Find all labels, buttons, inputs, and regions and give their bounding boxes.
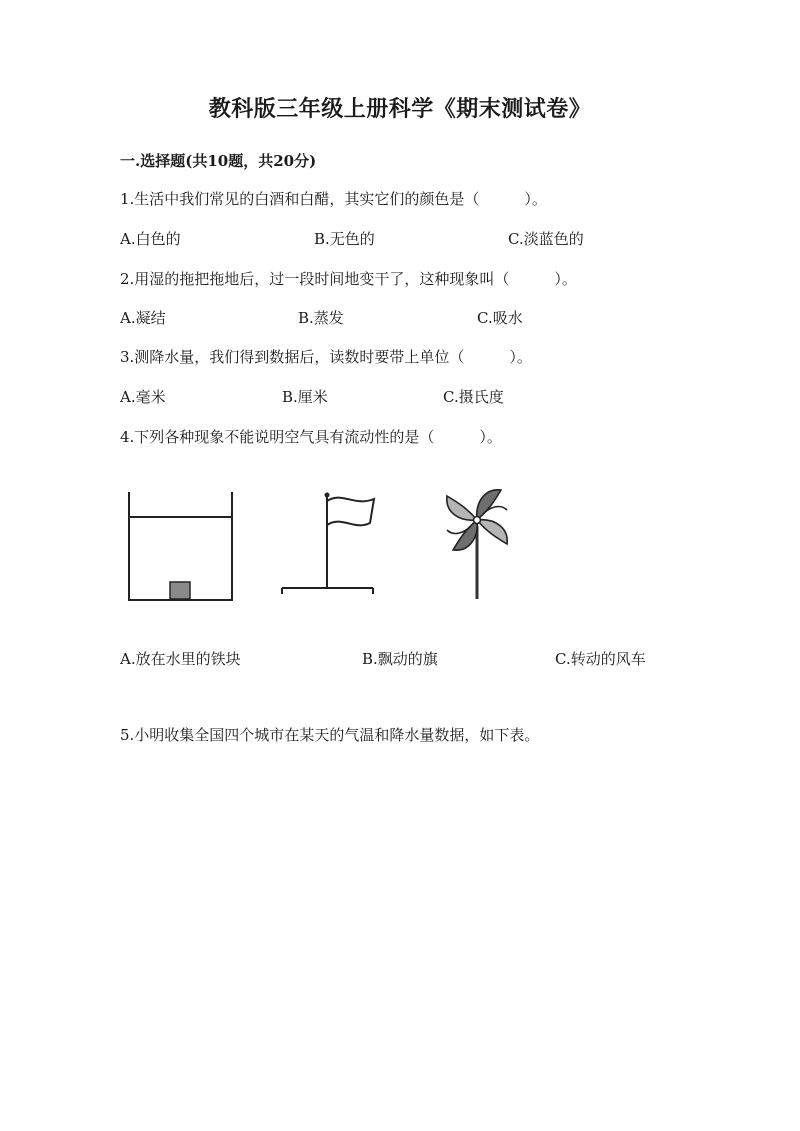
question-1: 1.生活中我们常见的白酒和白醋，其实它们的颜色是（ ）。 xyxy=(120,190,547,208)
q2-option-a[interactable]: A.凝结 xyxy=(120,309,166,327)
question-5: 5.小明收集全国四个城市在某天的气温和降水量数据，如下表。 xyxy=(120,726,540,744)
iron-block-icon xyxy=(170,582,190,599)
q3-option-b[interactable]: B.厘米 xyxy=(282,388,328,406)
q1-option-b[interactable]: B.无色的 xyxy=(314,230,375,248)
q4-option-b[interactable]: B.飘动的旗 xyxy=(362,650,438,668)
q2-option-c[interactable]: C.吸水 xyxy=(477,309,523,327)
flag-icon xyxy=(327,498,374,526)
q4-option-a[interactable]: A.放在水里的铁块 xyxy=(120,650,241,668)
q2-option-b[interactable]: B.蒸发 xyxy=(298,309,344,327)
question-4: 4.下列各种现象不能说明空气具有流动性的是（ ）。 xyxy=(120,428,502,446)
q4-option-c[interactable]: C.转动的风车 xyxy=(555,650,646,668)
water-tank-iron-block-figure xyxy=(124,490,236,604)
waving-flag-figure xyxy=(280,487,376,597)
page-title: 教科版三年级上册科学《期末测试卷》 xyxy=(208,96,592,122)
section-heading: 一.选择题(共10题，共20分) xyxy=(120,152,317,170)
pinwheel-figure xyxy=(436,482,520,602)
q1-option-a[interactable]: A.白色的 xyxy=(120,230,181,248)
question-3: 3.测降水量，我们得到数据后，读数时要带上单位（ ）。 xyxy=(120,348,532,366)
q3-option-c[interactable]: C.摄氏度 xyxy=(443,388,504,406)
q1-option-c[interactable]: C.淡蓝色的 xyxy=(508,230,584,248)
question-2: 2.用湿的拖把拖地后，过一段时间地变干了，这种现象叫（ ）。 xyxy=(120,270,577,288)
q3-option-a[interactable]: A.毫米 xyxy=(120,388,166,406)
